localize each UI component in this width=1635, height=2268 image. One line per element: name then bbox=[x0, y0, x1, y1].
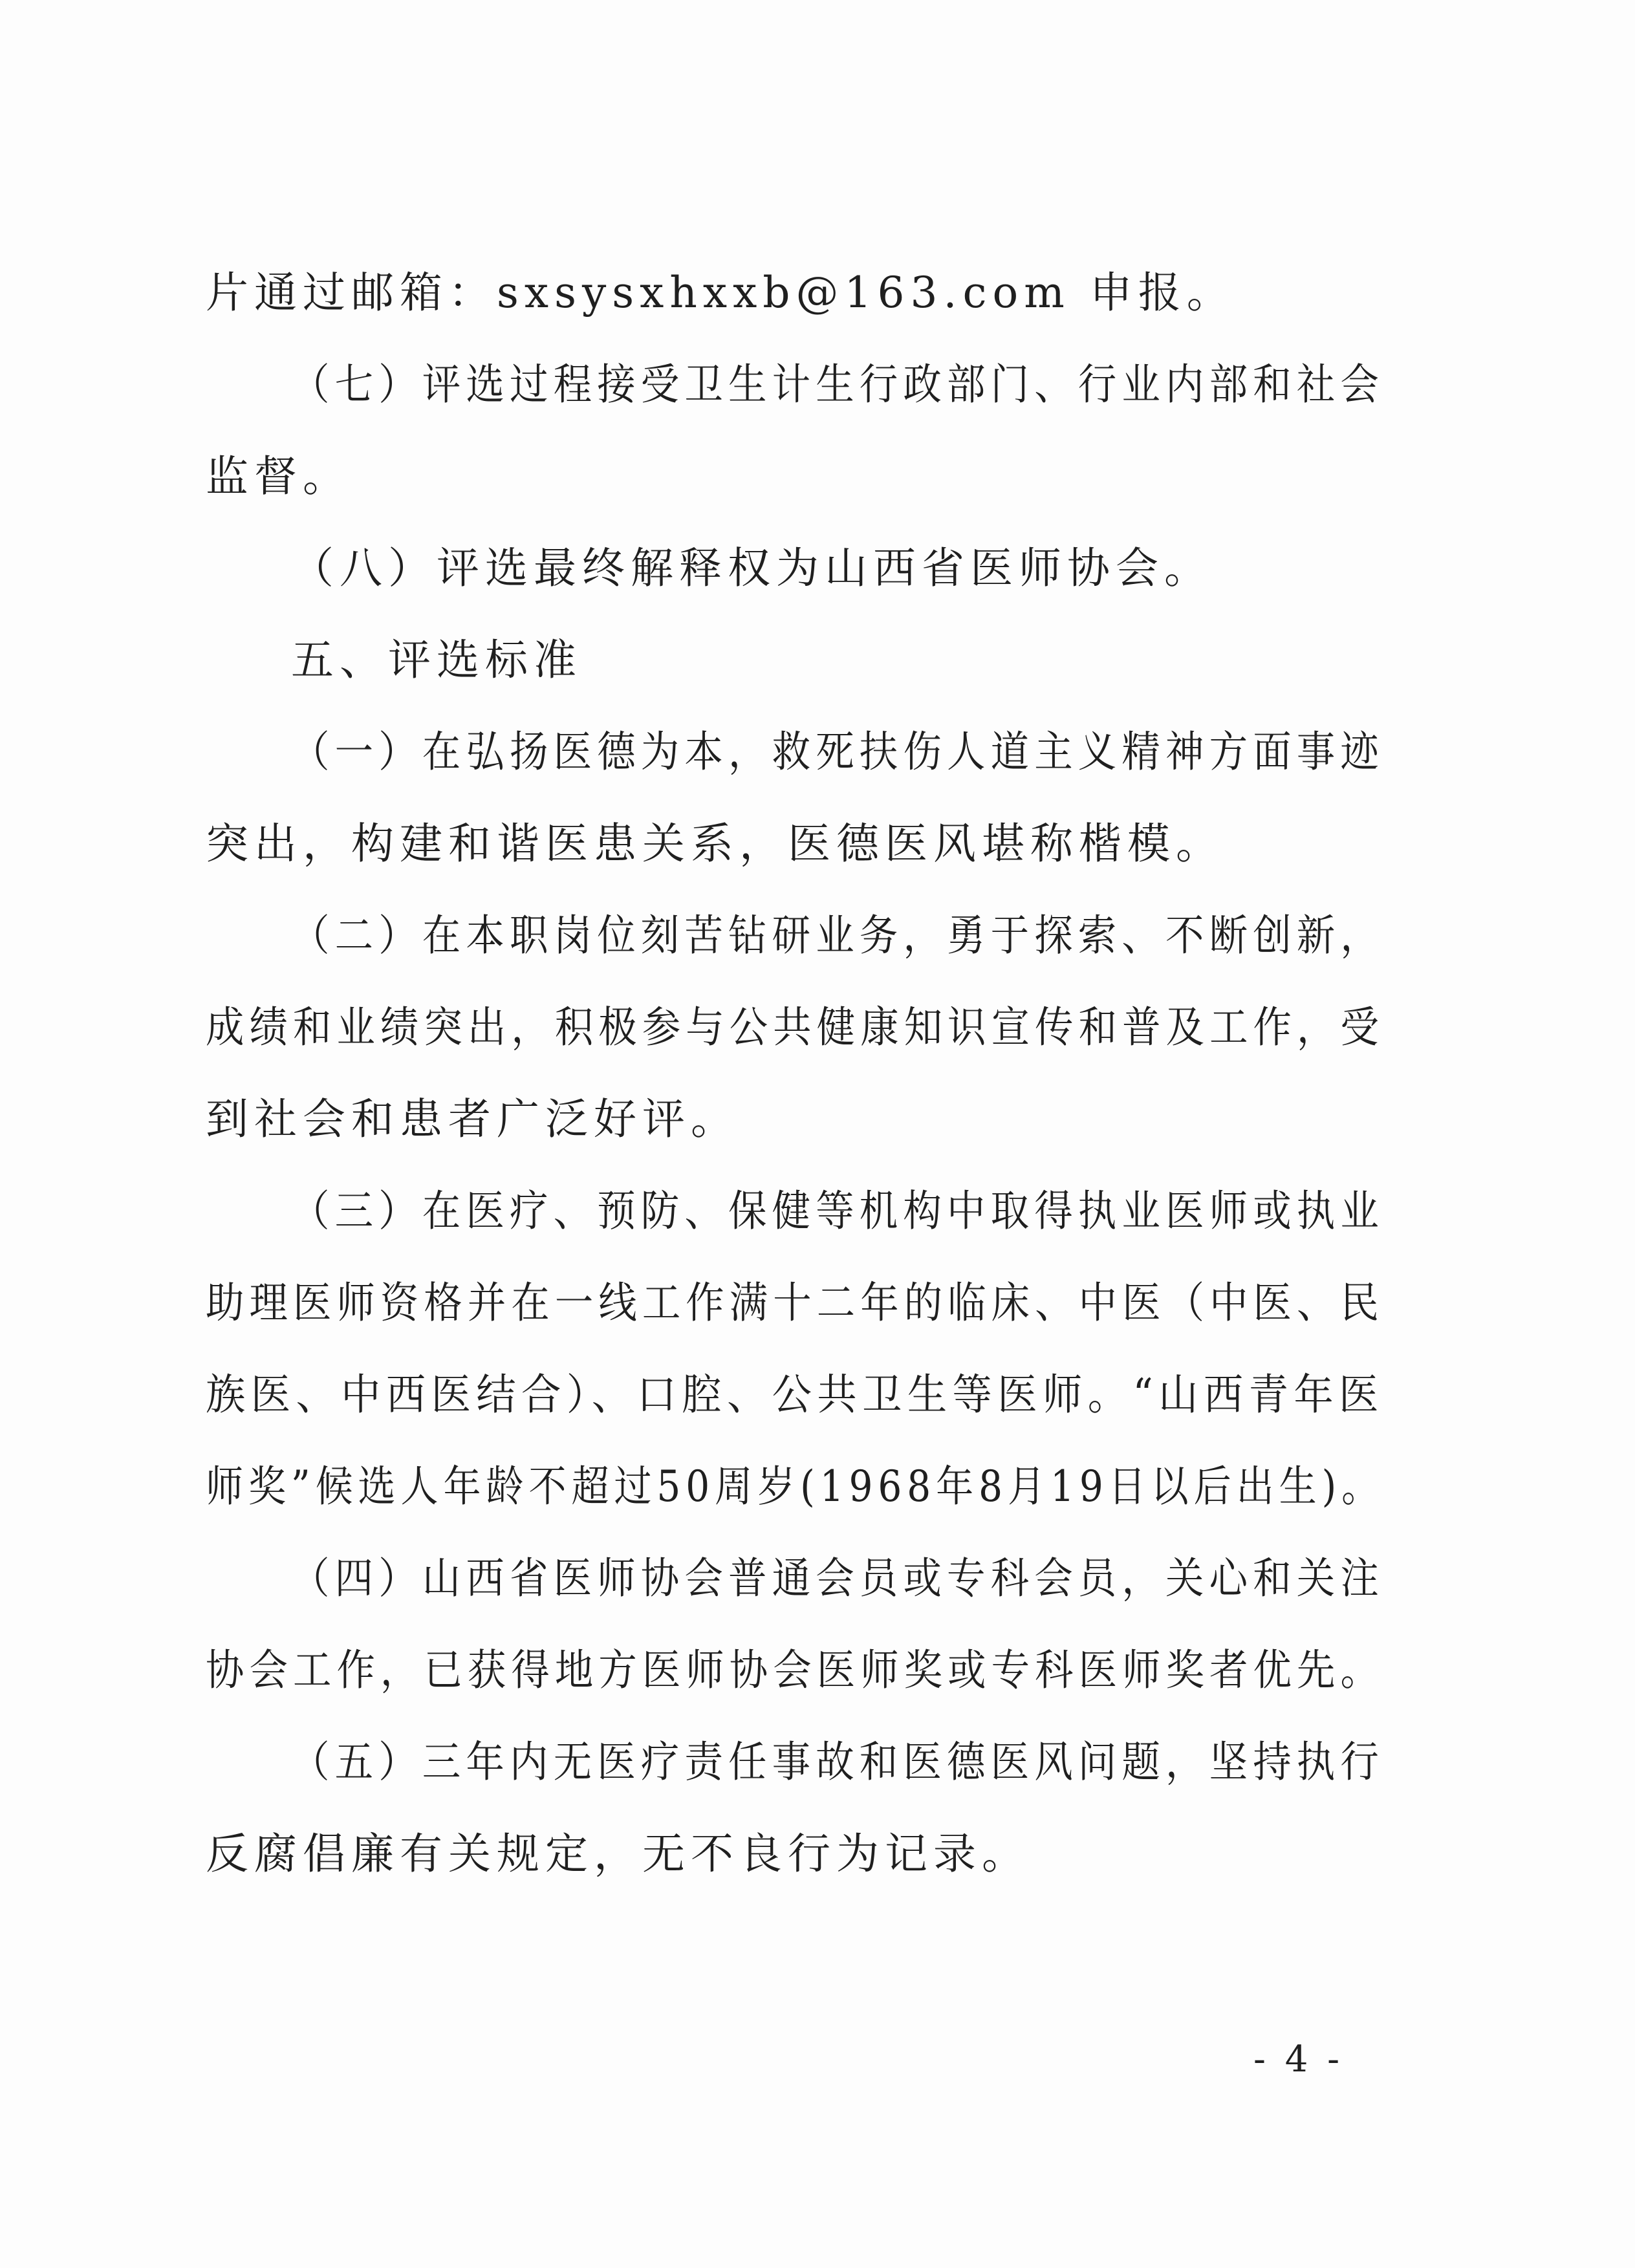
item-seven-line-2: 监督。 bbox=[206, 451, 351, 501]
criterion-three-line-3: 族医、中西医结合）、口腔、公共卫生等医师。“山西青年医 bbox=[206, 1370, 1384, 1420]
criterion-five-line-1: （五）三年内无医疗责任事故和医德医风问题，坚持执行 bbox=[291, 1737, 1384, 1787]
criterion-three-line-1: （三）在医疗、预防、保健等机构中取得执业医师或执业 bbox=[291, 1186, 1384, 1236]
item-seven-line-1: （七）评选过程接受卫生计生行政部门、行业内部和社会 bbox=[291, 360, 1384, 409]
criterion-two-line-3: 到社会和患者广泛好评。 bbox=[206, 1094, 739, 1144]
criterion-three-line-4: 师奖”候选人年龄不超过50周岁(1968年8月19日以后出生)。 bbox=[206, 1462, 1385, 1511]
criterion-one-line-2: 突出，构建和谐医患关系，医德医风堪称楷模。 bbox=[206, 819, 1224, 869]
criterion-two-line-1: （二）在本职岗位刻苦钻研业务，勇于探索、不断创新， bbox=[291, 911, 1384, 960]
criterion-two-line-2: 成绩和业绩突出，积极参与公共健康知识宣传和普及工作，受 bbox=[206, 1002, 1384, 1052]
section-heading-criteria: 五、评选标准 bbox=[291, 635, 582, 685]
criterion-four-line-1: （四）山西省医师协会普通会员或专科会员，关心和关注 bbox=[291, 1553, 1384, 1603]
text-line-email: 片通过邮箱：sxsysxhxxb@163.com 申报。 bbox=[206, 268, 1235, 318]
criterion-three-line-2: 助理医师资格并在一线工作满十二年的临床、中医（中医、民 bbox=[206, 1278, 1384, 1328]
criterion-one-line-1: （一）在弘扬医德为本，救死扶伤人道主义精神方面事迹 bbox=[291, 727, 1384, 777]
item-eight: （八）评选最终解释权为山西省医师协会。 bbox=[291, 543, 1213, 593]
criterion-five-line-2: 反腐倡廉有关规定，无不良行为记录。 bbox=[206, 1829, 1030, 1879]
page-number: - 4 - bbox=[1253, 2038, 1344, 2080]
criterion-four-line-2: 协会工作，已获得地方医师协会医师奖或专科医师奖者优先。 bbox=[206, 1645, 1384, 1695]
